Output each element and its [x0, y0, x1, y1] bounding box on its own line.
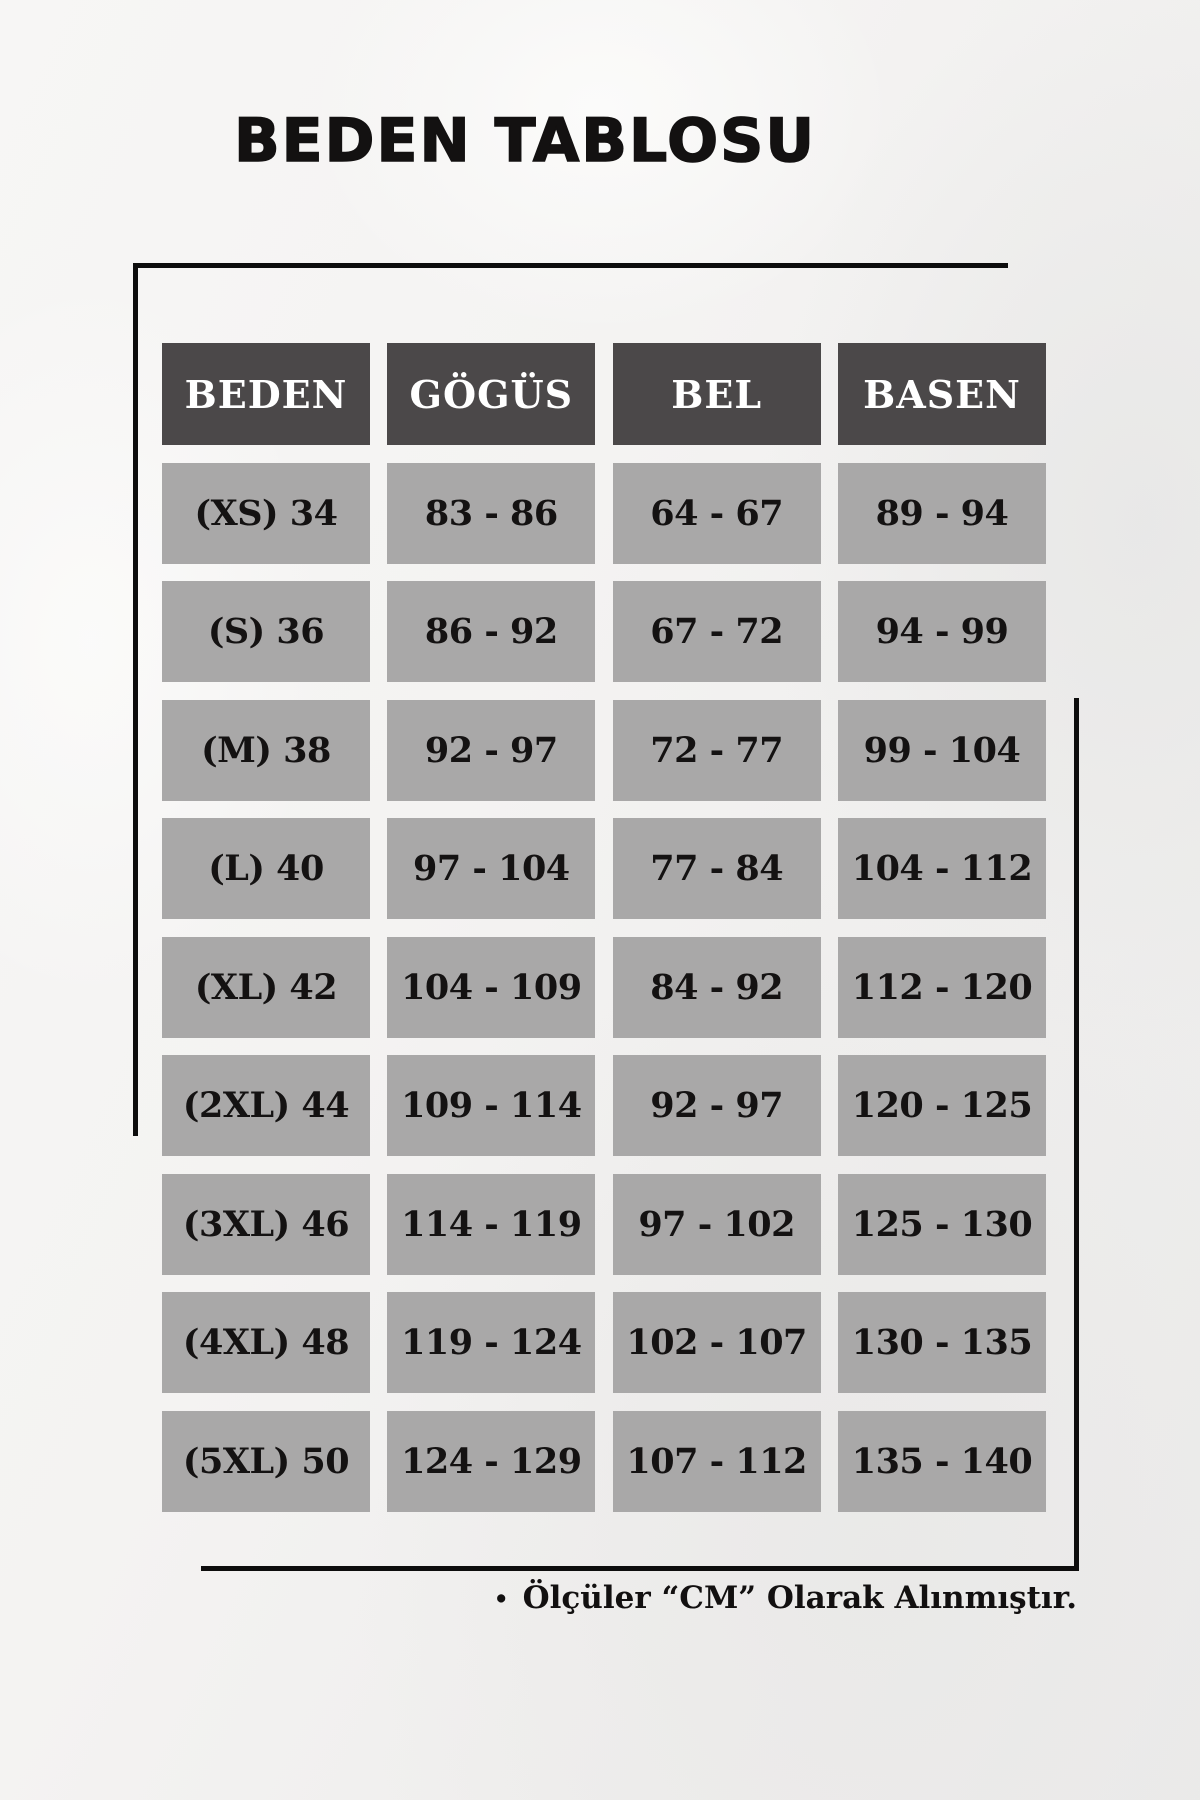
table-cell-gogus-row3: 92 - 97	[387, 700, 595, 801]
table-cell-bel-row5: 84 - 92	[613, 937, 821, 1038]
bullet-icon: •	[493, 1586, 509, 1613]
table-cell-beden-row6: (2XL) 44	[162, 1055, 370, 1156]
table-cell-beden-row4: (L) 40	[162, 818, 370, 919]
table-cell-gogus-row2: 86 - 92	[387, 581, 595, 682]
table-cell-basen-row4: 104 - 112	[838, 818, 1046, 919]
column-header-bel: BEL	[613, 343, 821, 445]
table-cell-bel-row2: 67 - 72	[613, 581, 821, 682]
table-cell-beden-row1: (XS) 34	[162, 463, 370, 564]
frame-line-right	[1074, 698, 1079, 1571]
table-cell-gogus-row8: 119 - 124	[387, 1292, 595, 1393]
frame-line-top	[133, 263, 1008, 268]
table-cell-bel-row6: 92 - 97	[613, 1055, 821, 1156]
table-cell-beden-row9: (5XL) 50	[162, 1411, 370, 1512]
table-cell-beden-row5: (XL) 42	[162, 937, 370, 1038]
table-cell-beden-row8: (4XL) 48	[162, 1292, 370, 1393]
table-cell-bel-row9: 107 - 112	[613, 1411, 821, 1512]
table-cell-gogus-row5: 104 - 109	[387, 937, 595, 1038]
table-cell-basen-row1: 89 - 94	[838, 463, 1046, 564]
column-header-beden: BEDEN	[162, 343, 370, 445]
table-cell-bel-row4: 77 - 84	[613, 818, 821, 919]
column-header-gogus: GÖGÜS	[387, 343, 595, 445]
table-cell-gogus-row9: 124 - 129	[387, 1411, 595, 1512]
table-cell-gogus-row7: 114 - 119	[387, 1174, 595, 1275]
column-header-basen: BASEN	[838, 343, 1046, 445]
table-cell-bel-row1: 64 - 67	[613, 463, 821, 564]
table-cell-bel-row7: 97 - 102	[613, 1174, 821, 1275]
table-cell-beden-row7: (3XL) 46	[162, 1174, 370, 1275]
table-cell-basen-row5: 112 - 120	[838, 937, 1046, 1038]
table-cell-basen-row3: 99 - 104	[838, 700, 1046, 801]
measurement-note	[494, 1580, 1077, 1616]
measurement-note-text: Ölçüler “CM” Olarak Alınmıştır.	[522, 1580, 1077, 1616]
table-cell-basen-row8: 130 - 135	[838, 1292, 1046, 1393]
table-cell-beden-row3: (M) 38	[162, 700, 370, 801]
table-cell-basen-row9: 135 - 140	[838, 1411, 1046, 1512]
table-cell-gogus-row1: 83 - 86	[387, 463, 595, 564]
table-cell-gogus-row6: 109 - 114	[387, 1055, 595, 1156]
table-cell-bel-row8: 102 - 107	[613, 1292, 821, 1393]
frame-line-left	[133, 263, 138, 1136]
table-cell-basen-row2: 94 - 99	[838, 581, 1046, 682]
frame-line-bottom	[201, 1566, 1079, 1571]
table-cell-gogus-row4: 97 - 104	[387, 818, 595, 919]
table-cell-beden-row2: (S) 36	[162, 581, 370, 682]
page-title: BEDEN TABLOSU	[233, 106, 817, 176]
table-cell-basen-row6: 120 - 125	[838, 1055, 1046, 1156]
size-table	[162, 343, 1046, 1512]
table-cell-bel-row3: 72 - 77	[613, 700, 821, 801]
table-cell-basen-row7: 125 - 130	[838, 1174, 1046, 1275]
